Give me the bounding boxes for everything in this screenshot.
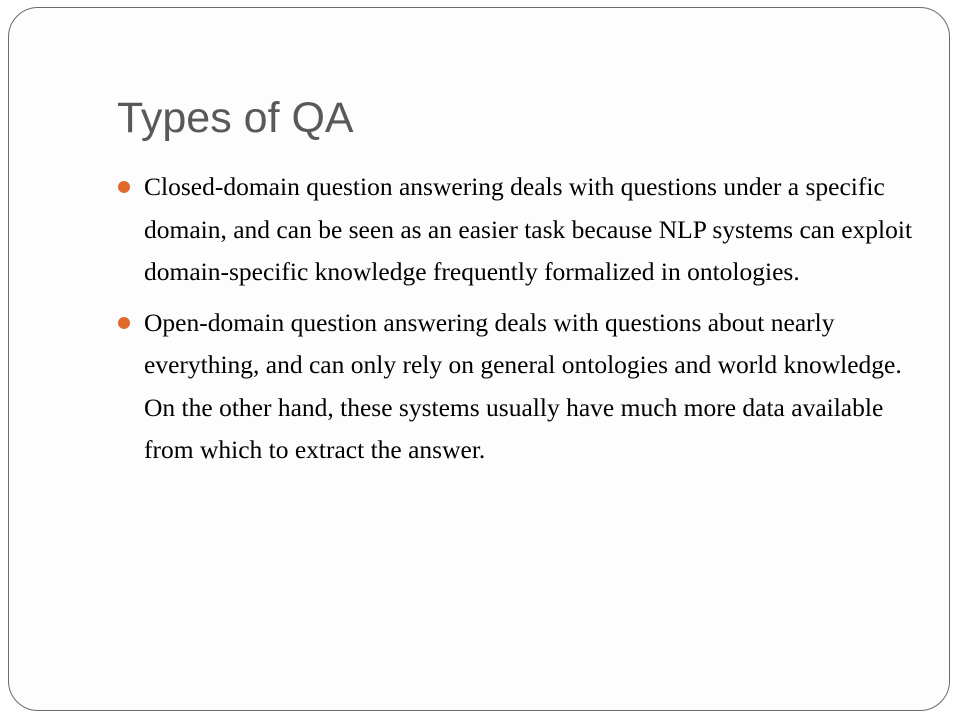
bullet-text: Closed-domain question answering deals with questions under a specific domain, and can be seen as an easier task because NLP systems can exploit domain-specific knowledge frequently formalized in ontologies. bbox=[144, 172, 913, 286]
bullet-list bbox=[117, 166, 917, 480]
slide-title: Types of QA bbox=[117, 94, 354, 142]
bullet-item-open-domain bbox=[117, 302, 917, 472]
bullet-text: Open-domain question answering deals with questions about nearly everything, and can only rely on general ontologies and world knowledge. On the other hand, these systems usually have much more data available from which to extract the answer. bbox=[144, 307, 902, 464]
bullet-item-closed-domain bbox=[117, 166, 917, 294]
bullet-dot-icon bbox=[118, 317, 130, 329]
slide bbox=[8, 7, 950, 711]
bullet-dot-icon bbox=[118, 181, 130, 193]
